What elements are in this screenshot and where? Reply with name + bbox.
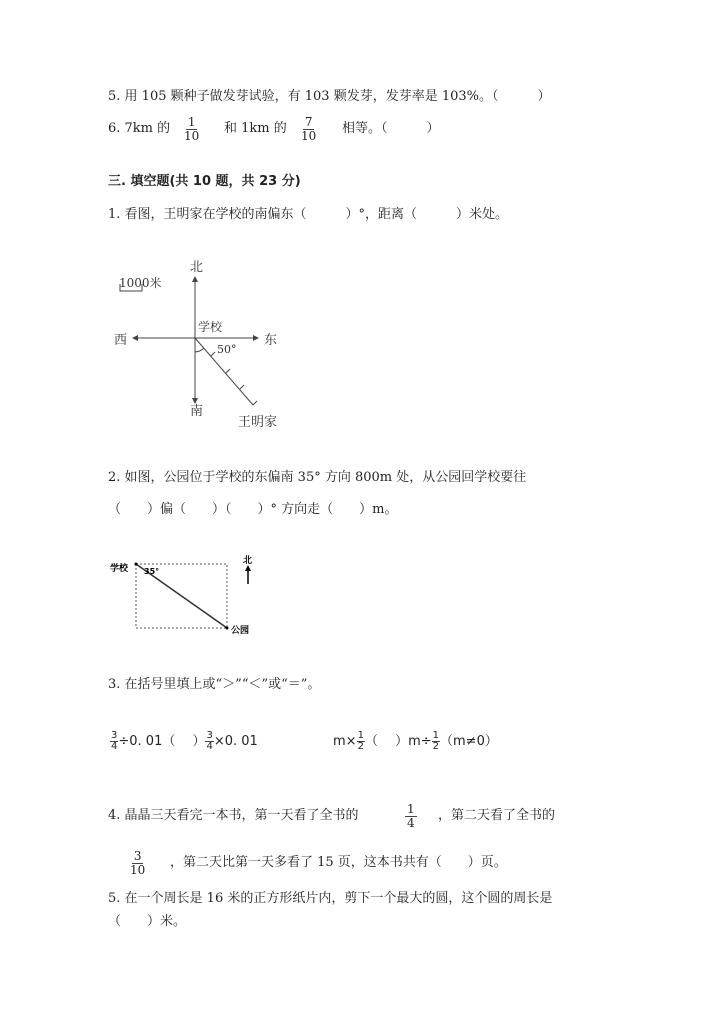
denominator: 10: [184, 129, 200, 143]
numerator: 1: [407, 802, 415, 816]
expression-text: （ ）m÷: [364, 734, 432, 749]
expression-text: ÷0. 01（ ）: [118, 734, 206, 749]
fraction: [301, 116, 316, 143]
school-label: 学校: [198, 320, 223, 334]
expression-text: ×0. 01: [213, 734, 258, 749]
section-title: 三. 填空题(共 10 题，共 23 分): [108, 174, 301, 189]
question-2-line-2: （ ）偏（ ）（ ）° 方向走（ ）m。: [108, 502, 398, 517]
numerator: 1: [187, 115, 196, 129]
fraction: [405, 803, 417, 830]
expression-text: m×: [333, 734, 357, 749]
question-5-judge: 5. 用 105 颗种子做发芽试验，有 103 颗发芽，发芽率是 103%。（ ）: [108, 89, 551, 104]
school-label: 学校: [110, 564, 129, 574]
angle-label: 35°: [144, 567, 160, 576]
question-5-line-2: （ ）米。: [108, 914, 187, 929]
denominator: 4: [206, 741, 213, 752]
fraction: [432, 731, 440, 752]
question-6-judge-b: 和 1km 的: [224, 121, 287, 136]
east-label: 东: [264, 333, 278, 348]
wangming-home-label: 王明家: [238, 415, 278, 430]
question-3: 3. 在括号里填上或“＞”“＜”或“＝”。: [108, 677, 321, 692]
numerator: 1: [357, 730, 364, 741]
south-label: 南: [190, 404, 204, 419]
north-label: 北: [190, 260, 204, 275]
numerator: 3: [133, 849, 142, 863]
denominator: 10: [301, 129, 317, 143]
denominator: 4: [111, 741, 118, 752]
school-park-diagram: [108, 550, 268, 640]
fraction: [184, 116, 199, 143]
denominator: 2: [432, 741, 440, 752]
denominator: 4: [407, 816, 415, 830]
north-label: 北: [243, 556, 253, 566]
expression-text: （m≠0）: [440, 734, 498, 749]
question-6-judge-c: 相等。（ ）: [342, 121, 440, 136]
question-5-line-1: 5. 在一个周长是 16 米的正方形纸片内，剪下一个最大的圆，这个圆的周长是: [108, 891, 553, 906]
question-6-judge-a: 6. 7km 的: [108, 121, 171, 136]
comparison-2: [333, 730, 498, 754]
denominator: 10: [130, 863, 146, 877]
angle-label: 50°: [217, 343, 237, 356]
fraction: [110, 731, 118, 752]
numerator: 1: [432, 730, 440, 741]
scale-label: 1000米: [119, 276, 162, 290]
comparison-1: [110, 730, 258, 754]
fraction: [130, 850, 145, 877]
question-4-b: ，第二天看了全书的: [438, 808, 556, 823]
park-label: 公园: [231, 626, 250, 636]
fraction: [357, 731, 365, 752]
question-2-line-1: 2. 如图，公园位于学校的东偏南 35° 方向 800m 处，从公园回学校要往: [108, 470, 527, 485]
question-1: 1. 看图，王明家在学校的南偏东（ ）°，距离（ ）米处。: [108, 207, 509, 222]
fraction: [205, 731, 213, 752]
compass-diagram-1: [108, 255, 298, 435]
west-label: 西: [114, 333, 128, 348]
numerator: 3: [111, 730, 118, 741]
question-4-c: ，第二天比第一天多看了 15 页，这本书共有（ ）页。: [170, 855, 507, 870]
question-4-a: 4. 晶晶三天看完一本书，第一天看了全书的: [108, 808, 359, 823]
numerator: 7: [304, 115, 313, 129]
denominator: 2: [357, 741, 364, 752]
numerator: 3: [206, 730, 213, 741]
